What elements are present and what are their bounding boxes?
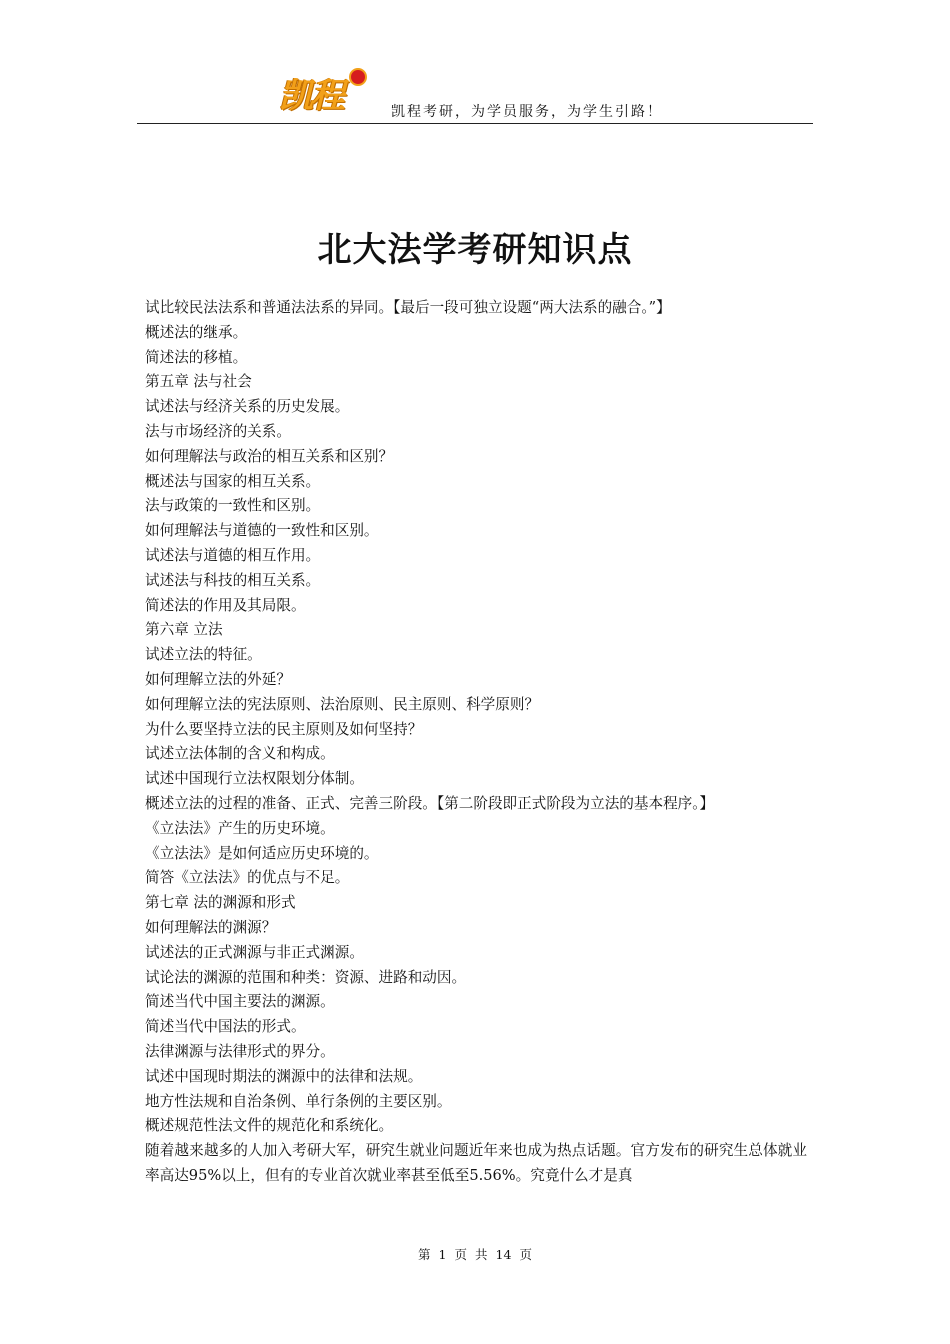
paragraph: 地方性法规和自治条例、单行条例的主要区别。: [145, 1092, 452, 1110]
paragraph: 如何理解法与道德的一致性和区别。: [145, 522, 379, 540]
paragraph: 概述立法的过程的准备、正式、完善三阶段。【第二阶段即正式阶段为立法的基本程序。】: [145, 794, 715, 812]
paragraph: 法与市场经济的关系。: [145, 422, 291, 440]
logo-text: 凯程: [279, 76, 343, 116]
paragraph: 法与政策的一致性和区别。: [145, 497, 321, 515]
paragraph: 试述法的正式渊源与非正式渊源。: [145, 943, 364, 961]
paragraph: 随着越来越多的人加入考研大军，研究生就业问题近年来也成为热点话题。官方发布的研究生总体就业率高达95%以上，但有的专业首次就业率甚至低至5.56%。究竟什么才是真: [145, 1142, 807, 1184]
footer-prefix: 第: [418, 1247, 431, 1262]
paragraph: 《立法法》是如何适应历史环境的。: [145, 844, 379, 862]
footer-page-word: 页: [454, 1247, 468, 1262]
paragraph: 概述规范性法文件的规范化和系统化。: [145, 1117, 394, 1135]
paragraph: 试述中国现行立法权限划分体制。: [145, 770, 364, 788]
paragraph: 如何理解法与政治的相互关系和区别？: [145, 447, 394, 465]
header-slogan: 凯程考研，为学员服务，为学生引路！: [391, 104, 663, 120]
paragraph: 如何理解法的渊源？: [145, 918, 277, 936]
paragraph: 试述立法体制的含义和构成。: [145, 745, 335, 763]
paragraph: 如何理解立法的宪法原则、法治原则、民主原则、科学原则？: [145, 695, 540, 713]
total-page-count: 14: [495, 1247, 512, 1262]
paragraph: 简答《立法法》的优点与不足。: [145, 869, 350, 887]
footer-suffix: 页: [519, 1247, 532, 1262]
paragraph: 如何理解立法的外延？: [145, 670, 291, 688]
chapter-heading: 第六章 立法: [145, 621, 223, 639]
paragraph: 试述法与科技的相互关系。: [145, 571, 321, 589]
page-footer: [0, 1246, 950, 1264]
document-body: [145, 296, 807, 1189]
page-header: [137, 66, 813, 124]
chapter-heading: 第七章 法的渊源和形式: [145, 894, 296, 912]
paragraph: 试述法与道德的相互作用。: [145, 546, 321, 564]
chapter-heading: 第五章 法与社会: [145, 373, 252, 391]
paragraph: 概述法与国家的相互关系。: [145, 472, 321, 490]
paragraph: 简述法的移植。: [145, 348, 248, 366]
paragraph: 简述当代中国法的形式。: [145, 1018, 306, 1036]
logo-dot-icon: [349, 68, 367, 86]
document-title: 北大法学考研知识点: [317, 230, 633, 270]
kaicheng-logo: [279, 66, 369, 120]
footer-total-word: 共: [475, 1247, 488, 1262]
paragraph: 试比较民法法系和普通法法系的异同。【最后一段可独立设题“两大法系的融合。”】: [145, 299, 671, 316]
header-divider: [137, 123, 813, 124]
paragraph: 简述法的作用及其局限。: [145, 596, 306, 614]
paragraph: 简述当代中国主要法的渊源。: [145, 993, 335, 1011]
paragraph: 试论法的渊源的范围和种类：资源、进路和动因。: [145, 968, 467, 986]
paragraph: 概述法的继承。: [145, 323, 248, 341]
paragraph: 《立法法》产生的历史环境。: [145, 819, 335, 837]
paragraph: 试述法与经济关系的历史发展。: [145, 398, 350, 416]
paragraph: 为什么要坚持立法的民主原则及如何坚持？: [145, 720, 423, 738]
current-page-number: 1: [438, 1247, 447, 1262]
paragraph: 试述立法的特征。: [145, 646, 262, 664]
paragraph: 试述中国现时期法的渊源中的法律和法规。: [145, 1067, 423, 1085]
paragraph: 法律渊源与法律形式的界分。: [145, 1042, 335, 1060]
